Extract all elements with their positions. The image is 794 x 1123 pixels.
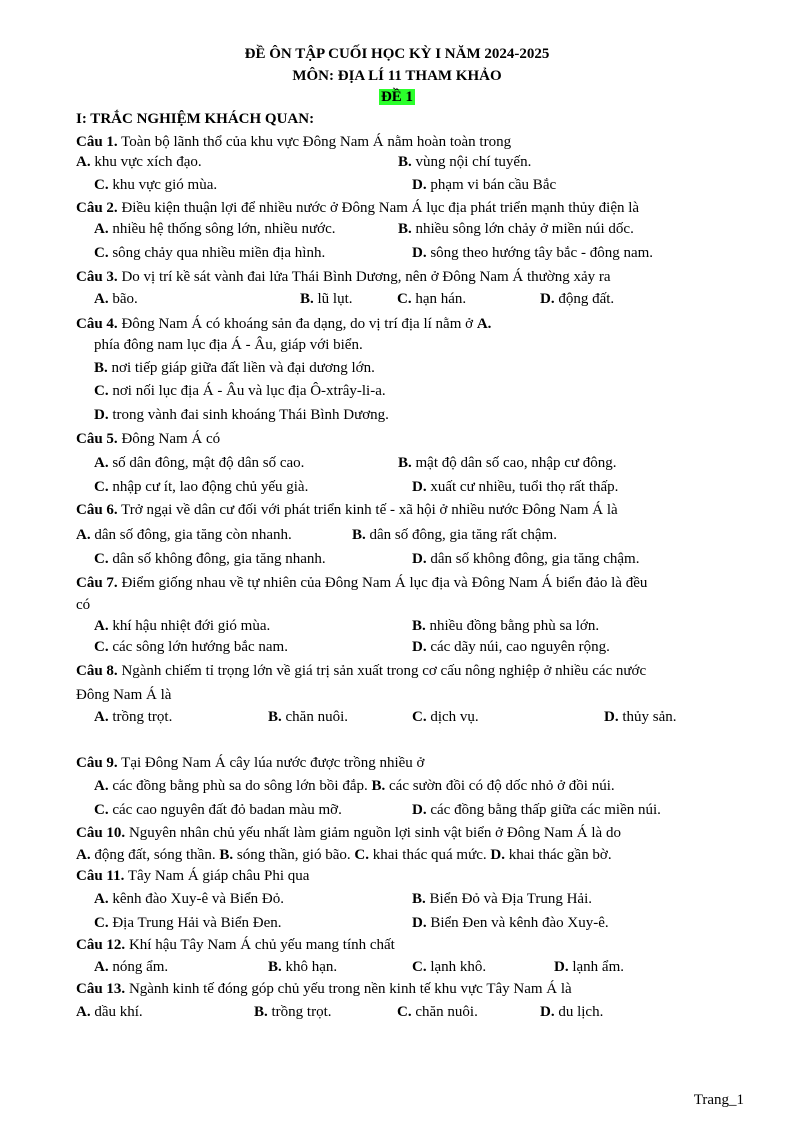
question-5: Câu 5. Đông Nam Á có	[76, 431, 221, 447]
q7-option-c: C. các sông lớn hướng bắc nam.	[94, 639, 288, 655]
q8-option-a: A. trồng trọt.	[94, 709, 173, 725]
q1-option-d: D. phạm vi bán cầu Bắc	[412, 177, 557, 193]
exam-code: ĐỀ 1	[380, 89, 414, 105]
question-3: Câu 3. Do vị trí kề sát vành đai lửa Thái Bình Dương, nên ở Đông Nam Á thường xảy ra	[76, 269, 611, 285]
q12-option-c: C. lạnh khô.	[412, 959, 487, 975]
question-7-cont: có	[76, 597, 91, 613]
q5-option-c: C. nhập cư ít, lao động chủ yếu già.	[94, 479, 309, 495]
q13-option-b: B. trồng trọt.	[254, 1004, 332, 1020]
q6-option-c: C. dân số không đông, gia tăng nhanh.	[94, 551, 326, 567]
question-9: Câu 9. Tại Đông Nam Á cây lúa nước được trồng nhiều ở	[76, 755, 425, 771]
q13-option-d: D. du lịch.	[540, 1004, 604, 1020]
q3-option-b: B. lũ lụt.	[300, 291, 353, 307]
q2-option-b: B. nhiều sông lớn chảy ở miền núi dốc.	[398, 221, 634, 237]
q12-option-a: A. nóng ẩm.	[94, 959, 169, 975]
q11-option-a: A. kênh đào Xuy-ê và Biển Đỏ.	[94, 891, 284, 907]
page-footer: Trang_1	[693, 1092, 744, 1108]
q1-option-b: B. vùng nội chí tuyến.	[398, 154, 532, 170]
q11-option-b: B. Biển Đỏ và Địa Trung Hải.	[412, 891, 593, 907]
q4-option-a-text: phía đông nam lục địa Á - Âu, giáp với biển.	[94, 337, 363, 353]
q8-option-d: D. thủy sản.	[604, 709, 677, 725]
q12-option-b: B. khô hạn.	[268, 959, 338, 975]
q7-option-a: A. khí hậu nhiệt đới gió mùa.	[94, 618, 271, 634]
question-6: Câu 6. Trở ngại về dân cư đối với phát triển kinh tế - xã hội ở nhiều nước Đông Nam Á là	[76, 502, 618, 518]
q1-option-a: A. khu vực xích đạo.	[76, 154, 202, 170]
question-10: Câu 10. Nguyên nhân chủ yếu nhất làm giảm nguồn lợi sinh vật biển ở Đông Nam Á là do	[76, 825, 621, 841]
question-8-cont: Đông Nam Á là	[76, 687, 172, 703]
q9-option-d: D. các đồng bằng thấp giữa các miền núi.	[412, 802, 661, 818]
question-7: Câu 7. Điểm giống nhau về tự nhiên của Đông Nam Á lục địa và Đông Nam Á biển đảo là đều	[76, 575, 648, 591]
q6-option-a: A. dân số đông, gia tăng còn nhanh.	[76, 527, 292, 543]
exam-code-wrap	[0, 89, 794, 106]
question-8: Câu 8. Ngành chiếm tỉ trọng lớn về giá trị sản xuất trong cơ cấu nông nghiệp ở nhiều các nước	[76, 663, 647, 679]
question-4: Câu 4. Đông Nam Á có khoáng sản đa dạng, do vị trí địa lí nằm ở A.	[76, 316, 492, 332]
q3-option-a: A. bão.	[94, 291, 138, 307]
q8-option-c: C. dịch vụ.	[412, 709, 479, 725]
q2-option-a: A. nhiều hệ thống sông lớn, nhiều nước.	[94, 221, 336, 237]
q6-option-b: B. dân số đông, gia tăng rất chậm.	[352, 527, 557, 543]
q7-option-d: D. các dãy núi, cao nguyên rộng.	[412, 639, 610, 655]
q7-option-b: B. nhiều đồng bằng phù sa lớn.	[412, 618, 600, 634]
q13-option-c: C. chăn nuôi.	[397, 1004, 478, 1020]
q12-option-d: D. lạnh ẩm.	[554, 959, 624, 975]
subject-title: MÔN: ĐỊA LÍ 11 THAM KHẢO	[292, 68, 502, 84]
q5-option-b: B. mật độ dân số cao, nhập cư đông.	[398, 455, 617, 471]
q1-option-c: C. khu vực gió mùa.	[94, 177, 218, 193]
q4-option-b: B. nơi tiếp giáp giữa đất liền và đại dương lớn.	[94, 360, 375, 376]
question-2: Câu 2. Điều kiện thuận lợi để nhiều nước ở Đông Nam Á lục địa phát triển mạnh thủy điện là	[76, 200, 640, 216]
exam-title: ĐỀ ÔN TẬP CUỐI HỌC KỲ I NĂM 2024-2025	[244, 46, 550, 62]
q13-option-a: A. dầu khí.	[76, 1004, 143, 1020]
q2-option-d: D. sông theo hướng tây bắc - đông nam.	[412, 245, 654, 261]
q6-option-d: D. dân số không đông, gia tăng chậm.	[412, 551, 640, 567]
question-13: Câu 13. Ngành kinh tế đóng góp chủ yếu trong nền kinh tế khu vực Tây Nam Á là	[76, 981, 572, 997]
q5-option-a: A. số dân đông, mật độ dân số cao.	[94, 455, 305, 471]
question-1: Câu 1. Toàn bộ lãnh thổ của khu vực Đông Nam Á nằm hoàn toàn trong	[76, 134, 512, 150]
q3-option-d: D. động đất.	[540, 291, 615, 307]
q9-option-a-b: A. các đồng bằng phù sa do sông lớn bồi đắp. B. các sườn đồi có độ dốc nhỏ ở đồi núi.	[94, 778, 615, 794]
q11-option-d: D. Biển Đen và kênh đào Xuy-ê.	[412, 915, 609, 931]
q2-option-c: C. sông chảy qua nhiều miền địa hình.	[94, 245, 326, 261]
q8-option-b: B. chăn nuôi.	[268, 709, 348, 725]
question-12: Câu 12. Khí hậu Tây Nam Á chủ yếu mang tính chất	[76, 937, 395, 953]
q4-option-d: D. trong vành đai sinh khoáng Thái Bình Dương.	[94, 407, 389, 423]
q9-option-c: C. các cao nguyên đất đỏ badan màu mỡ.	[94, 802, 342, 818]
q4-option-c: C. nơi nối lục địa Á - Âu và lục địa Ô-xtrây-li-a.	[94, 383, 386, 399]
section-heading: I: TRẮC NGHIỆM KHÁCH QUAN:	[76, 111, 315, 127]
q5-option-d: D. xuất cư nhiều, tuổi thọ rất thấp.	[412, 479, 619, 495]
question-11: Câu 11. Tây Nam Á giáp châu Phi qua	[76, 868, 310, 884]
q11-option-c: C. Địa Trung Hải và Biển Đen.	[94, 915, 282, 931]
q3-option-c: C. hạn hán.	[397, 291, 467, 307]
q10-options: A. động đất, sóng thần. B. sóng thần, gió bão. C. khai thác quá mức. D. khai thác gần bờ.	[76, 847, 612, 863]
